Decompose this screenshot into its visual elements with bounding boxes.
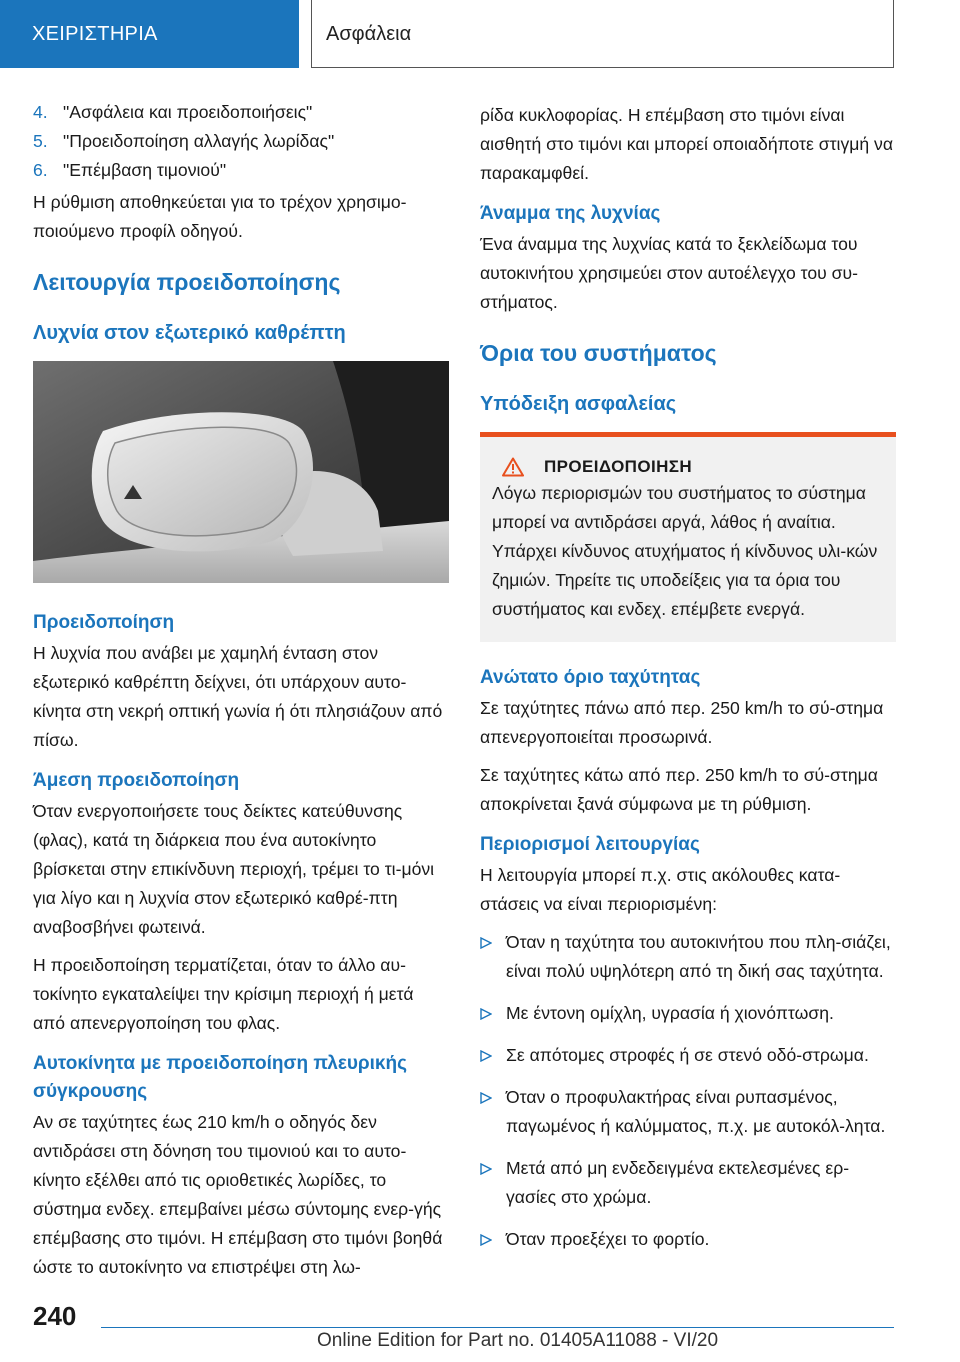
paragraph-side-collision: Αν σε ταχύτητες έως 210 km/h ο οδηγός δεν αντιδράσει στη δόνηση του τιμονιού και το αυτο-κίνητο εξέλθει από τις οριοθετικές λωρίδες, το σύστημα ενδεχ. επεμβαίνει μέσω σύντομης ενερ-γής επέμβασης στο τιμόνι. Η επέμβαση στο τιμόνι βοηθά ώστε το αυτοκίνητο να επιστρέψει στη λω- (33, 1112, 443, 1277)
list-item (480, 1083, 896, 1141)
list-text: "Ασφάλεια και προειδοποιήσεις" (63, 102, 313, 122)
header-right-rule (893, 0, 894, 68)
right-column (480, 101, 896, 1267)
profile-note: Η ρύθμιση αποθηκεύεται για το τρέχον χρησιμο-ποιούμενο προφίλ οδηγού. (33, 192, 407, 241)
heading-lamp-on: Άναμμα της λυχνίας (480, 203, 661, 224)
bullet-triangle-icon (480, 1154, 506, 1212)
header-divider (311, 0, 312, 68)
footer-edition[interactable]: Online Edition for Part no. 01405A11088 - VI/20 (317, 1330, 719, 1351)
section-title: Ασφάλεια (326, 22, 412, 45)
bullet-triangle-icon (480, 1225, 506, 1254)
heading-warning: Προειδοποίηση (33, 612, 175, 633)
list-text: "Επέμβαση τιμονιού" (63, 160, 227, 180)
footer-rule (101, 1327, 894, 1328)
paragraph-direct-2: Η προειδοποίηση τερματίζεται, όταν το άλλο αυ-τοκίνητο εγκαταλείψει την κρίσιμη περιοχή ή μετά από απενεργοποίηση του φλας. (33, 955, 414, 1033)
list-item (33, 156, 449, 185)
heading-system-limits: Όρια του συστήματος (480, 340, 717, 366)
list-item (480, 999, 896, 1028)
heading-limitations: Περιορισμοί λειτουργίας (480, 834, 700, 855)
heading-warning-function: Λειτουργία προειδοποίησης (33, 269, 341, 295)
list-item (480, 1225, 896, 1254)
paragraph-speed-1: Σε ταχύτητες πάνω από περ. 250 km/h το σύ-στημα απενεργοποιείται προσωρινά. (480, 698, 884, 747)
bullet-text: Όταν προεξέχει το φορτίο. (506, 1229, 710, 1249)
list-item (480, 928, 896, 986)
heading-safety-note: Υπόδειξη ασφαλείας (480, 393, 677, 415)
limitations-list (480, 928, 896, 1254)
left-column (33, 98, 449, 1291)
warning-box (480, 432, 896, 642)
list-item (33, 127, 449, 156)
paragraph-speed-2: Σε ταχύτητες κάτω από περ. 250 km/h το σύ-στημα αποκρίνεται ξανά σύμφωνα με τη ρύθμιση. (480, 765, 878, 814)
warning-header (502, 457, 884, 477)
list-number: 4. (33, 102, 48, 122)
list-text: "Προειδοποίηση αλλαγής λωρίδας" (63, 131, 335, 151)
paragraph-limitations: Η λειτουργία μπορεί π.χ. στις ακόλουθες κατα-στάσεις να είναι περιορισμένη: (480, 865, 841, 914)
bullet-triangle-icon (480, 1083, 506, 1141)
paragraph-continuation: ρίδα κυκλοφορίας. Η επέμβαση στο τιμόνι είναι αισθητή στο τιμόνι και μπορεί οποιαδήποτε στιγμή να παρακαμφθεί. (480, 105, 894, 183)
bullet-triangle-icon (480, 1041, 506, 1070)
bullet-triangle-icon (480, 928, 506, 986)
bullet-text: Μετά από μη ενδεδειγμένα εκτελεσμένες ερ-γασίες στο χρώμα. (506, 1158, 850, 1207)
paragraph-lamp-on: Ένα άναμμα της λυχνίας κατά το ξεκλείδωμα του αυτοκινήτου χρησιμεύει στον αυτοέλεγχο του συ-στήματος. (480, 234, 858, 312)
list-item (480, 1154, 896, 1212)
numbered-list (33, 98, 449, 185)
heading-speed-limit: Ανώτατο όριο ταχύτητας (480, 667, 701, 688)
heading-side-collision: Αυτοκίνητα με προειδοποίηση πλευρικής σύγκρουσης (33, 1053, 408, 1102)
bullet-text: Σε απότομες στροφές ή σε στενό οδό-στρωμα. (506, 1045, 869, 1065)
list-item (33, 98, 449, 127)
bullet-triangle-icon (480, 999, 506, 1028)
list-item (480, 1041, 896, 1070)
bullet-text: Όταν ο προφυλακτήρας είναι ρυπασμένος, παγωμένος ή καλύμματος, π.χ. με αυτοκόλ-λητα. (506, 1087, 886, 1136)
warning-title: ΠΡΟΕΙΔΟΠΟΙΗΣΗ (544, 457, 693, 476)
mirror-illustration (33, 361, 449, 583)
header-bottom-rule (311, 67, 894, 68)
chapter-tab: ΧΕΙΡΙΣΤΗΡΙΑ (0, 0, 299, 68)
heading-direct-warning: Άμεση προειδοποίηση (33, 770, 240, 791)
list-number: 6. (33, 160, 48, 180)
paragraph-warning: Η λυχνία που ανάβει με χαμηλή ένταση στον εξωτερικό καθρέπτη δείχνει, ότι υπάρχουν αυτο-κίνητα στη νεκρή οπτική γωνία ή ότι πλησιάζουν από πίσω. (33, 643, 443, 750)
paragraph-direct-1: Όταν ενεργοποιήσετε τους δείκτες κατεύθυνσης (φλας), κατά τη διάρκεια που ένα αυτοκίνητο βρίσκεται στην επικίνδυνη περιοχή, τρέμει το τι-μόνι για λίγο και η λυχνία στον εξωτερικό καθρέ-πτη αναβοσβήνει φωτεινά. (33, 801, 435, 937)
bullet-text: Με έντονη ομίχλη, υγρασία ή χιονόπτωση. (506, 1003, 834, 1023)
list-number: 5. (33, 131, 48, 151)
bullet-text: Όταν η ταχύτητα του αυτοκινήτου που πλη-σιάζει, είναι πολύ υψηλότερη από τη δική σας ταχύτητα. (506, 932, 891, 981)
heading-mirror-light: Λυχνία στον εξωτερικό καθρέπτη (33, 322, 346, 344)
warning-text: Λόγω περιορισμών του συστήματος το σύστημα μπορεί να αντιδράσει αργά, λάθος ή αναίτια. Υπάρχει κίνδυνος ατυχήματος ή κίνδυνος υλι-κών ζημιών. Τηρείτε τις υποδείξεις για τα όρια του συστήματος και ενδεχ. επέμβετε ενεργά. (492, 483, 878, 619)
page-number: 240 (33, 1301, 77, 1331)
page-header (0, 0, 960, 68)
warning-triangle-icon (502, 457, 524, 477)
